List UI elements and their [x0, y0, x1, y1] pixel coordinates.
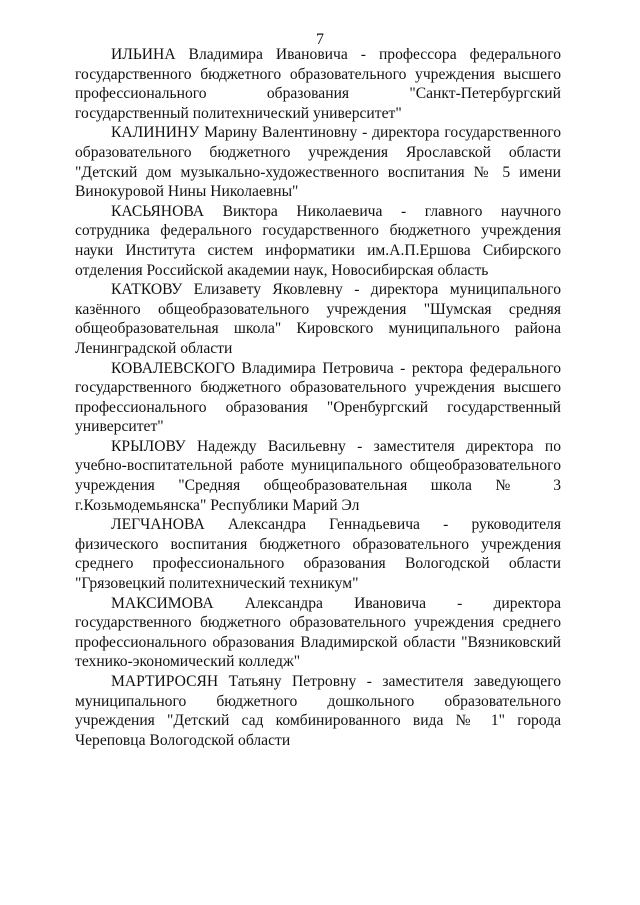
list-item: ИЛЬИНА Владимира Ивановича - профессора федерального государственного бюджетного образовательного учреждения высшего профессионального образования "Санкт-Петербургский государственный политехнический университет" [75, 46, 561, 122]
page-number: 7 [316, 31, 324, 48]
list-item: КОВАЛЕВСКОГО Владимира Петровича - ректора федерального государственного бюджетного образовательного учреждения высшего профессионального образования "Оренбургский государственный университет" [75, 359, 561, 436]
list-item: МАКСИМОВА Александра Ивановича - директора государственного бюджетного образовательного учреждения среднего профессионального образования Владимирской области "Вязниковский технико-экономический колледж" [75, 594, 561, 671]
list-item: КАТКОВУ Елизавету Яковлевну - директора муниципального казённого общеобразовательного учреждения "Шумская средняя общеобразовательная школа" Кировского муниципального района Ленинградской области [75, 281, 561, 357]
list-item: МАРТИРОСЯН Татьяну Петровну - заместителя заведующего муниципального бюджетного дошкольного образовательного учреждения "Детский сад комбинированного вида № 1" города Череповца Вологодской области [75, 673, 561, 749]
list-item: КРЫЛОВУ Надежду Васильевну - заместителя директора по учебно-воспитательной работе муниципального общеобразовательного учреждения "Средняя общеобразовательная школа № 3 г.Козьмодемьянска" Республики Марий Эл [75, 437, 561, 514]
list-item: КАЛИНИНУ Марину Валентиновну - директора государственного образовательного бюджетного учреждения Ярославской области "Детский дом музыкально-художественного воспитания № 5 имени Винокуровой Нины Николаевны" [75, 124, 561, 201]
list-item: КАСЬЯНОВА Виктора Николаевича - главного научного сотрудника федерального государственного бюджетного учреждения науки Института систем информатики им.А.П.Ершова Сибирского отделения Российской академии наук, Новосибирская область [75, 202, 561, 279]
list-item: ЛЕГЧАНОВА Александра Геннадьевича - руководителя физического воспитания бюджетного образовательного учреждения среднего профессионального образования Вологодской области "Грязовецкий политехнический техникум" [75, 516, 561, 593]
award-list [75, 45, 561, 750]
